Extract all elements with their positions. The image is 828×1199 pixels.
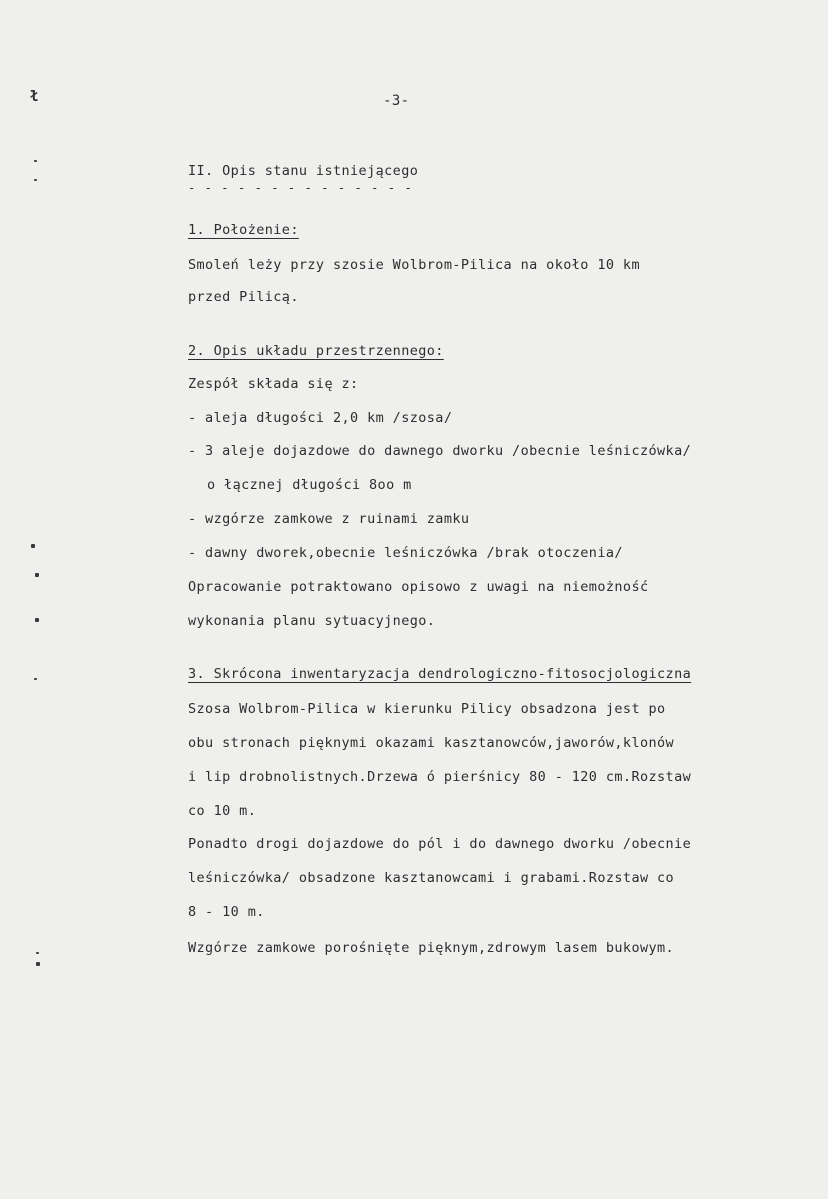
body-line: przed Pilicą. [188,289,299,305]
page-number: -3- [383,93,410,109]
body-line: i lip drobnolistnych.Drzewa ó pierśnicy 80 - 120 cm.Rozstaw [188,769,692,785]
item-heading: 2. Opis układu przestrzennego: [188,343,444,359]
margin-mark [31,544,35,548]
body-line: Wzgórze zamkowe porośnięte pięknym,zdrowym lasem bukowym. [188,940,675,956]
item-heading: 1. Położenie: [188,222,299,238]
item-heading: 3. Skrócona inwentaryzacja dendrologiczno-fitosocjologiczna [188,666,692,682]
body-line: Zespół składa się z: [188,376,359,392]
body-line: wykonania planu sytuacyjnego. [188,613,436,629]
margin-mark [34,678,37,680]
body-line: leśniczówka/ obsadzone kasztanowcami i grabami.Rozstaw co [188,870,675,886]
margin-glyph: ł [30,89,39,105]
margin-mark [36,962,40,966]
body-line: Smoleń leży przy szosie Wolbrom-Pilica na około 10 km [188,257,640,273]
section-title-underline: - - - - - - - - - - - - - - [188,181,413,195]
margin-mark [36,952,39,954]
body-line: Szosa Wolbrom-Pilica w kierunku Pilicy obsadzona jest po [188,701,666,717]
margin-mark [35,618,39,622]
list-item: - wzgórze zamkowe z ruinami zamku [188,511,470,527]
body-line: Opracowanie potraktowano opisowo z uwagi na niemożność [188,579,649,595]
section-title: II. Opis stanu istniejącego [188,163,419,179]
list-item: - dawny dworek,obecnie leśniczówka /brak otoczenia/ [188,545,623,561]
margin-mark [34,179,37,181]
list-item: - 3 aleje dojazdowe do dawnego dworku /obecnie leśniczówka/ [188,443,692,459]
body-line: 8 - 10 m. [188,904,265,920]
body-line: co 10 m. [188,803,257,819]
list-item: - aleja długości 2,0 km /szosa/ [188,410,453,426]
body-line: Ponadto drogi dojazdowe do pól i do dawnego dworku /obecnie [188,836,692,852]
margin-mark [34,160,37,162]
margin-mark [35,573,39,577]
body-line: obu stronach pięknymi okazami kasztanowców,jaworów,klonów [188,735,675,751]
list-item-continuation: o łącznej długości 8oo m [207,477,412,493]
